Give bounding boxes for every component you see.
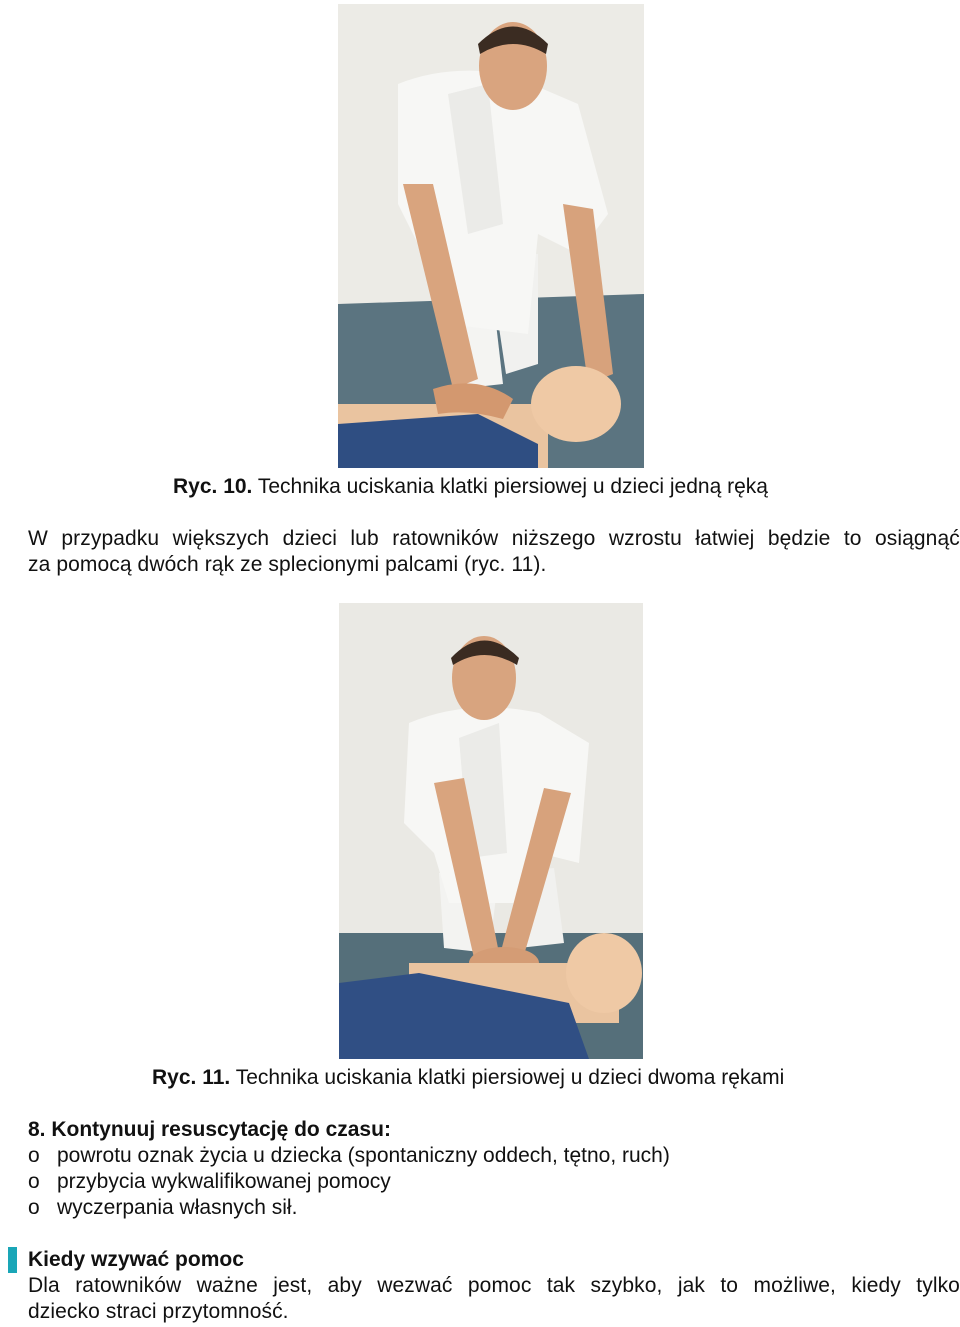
paragraph-word: większych xyxy=(172,527,270,550)
paragraph-word: W xyxy=(28,527,48,550)
section-word: to xyxy=(720,1274,739,1297)
section-word: tak xyxy=(546,1274,576,1297)
list-item-text: powrotu oznak życia u dziecka (spontaniczny oddech, tętno, ruch) xyxy=(57,1144,670,1167)
list-item-text: przybycia wykwalifikowanej pomocy xyxy=(57,1170,391,1193)
section-word: ratowników xyxy=(75,1274,182,1297)
figure-11-caption xyxy=(152,1065,784,1091)
bullet-mark: o xyxy=(28,1196,40,1219)
section-word: ważne xyxy=(196,1274,258,1297)
figure-10-caption xyxy=(173,474,768,500)
paragraph-word: łatwiej xyxy=(695,527,755,550)
section-word: możliwe, xyxy=(753,1274,836,1297)
bullet-mark: o xyxy=(28,1170,40,1193)
section-heading: Kiedy wzywać pomoc xyxy=(28,1248,244,1271)
figure-10-photo xyxy=(338,4,644,468)
paragraph-word: dzieci xyxy=(282,527,337,550)
bullet-mark: o xyxy=(28,1144,40,1167)
paragraph-word: lub xyxy=(350,527,379,550)
section-word: tylko xyxy=(916,1274,960,1297)
paragraph-line-2: za pomocą dwóch rąk ze splecionymi palcami (ryc. 11). xyxy=(28,553,547,576)
paragraph-word: przypadku xyxy=(61,527,160,550)
section-word: kiedy xyxy=(851,1274,901,1297)
figure-11-photo xyxy=(339,603,643,1059)
paragraph-word: to xyxy=(843,527,862,550)
list-item-text: wyczerpania własnych sił. xyxy=(57,1196,298,1219)
section-word: Dla xyxy=(28,1274,60,1297)
paragraph-word: będzie xyxy=(767,527,831,550)
paragraph-word: ratowników xyxy=(392,527,499,550)
section-line-2: dziecko straci przytomność. xyxy=(28,1300,289,1323)
section-word: jak xyxy=(677,1274,705,1297)
figure-10-label: Ryc. 10. xyxy=(173,475,253,498)
section-accent-bar xyxy=(8,1247,17,1273)
figure-11-label: Ryc. 11. xyxy=(152,1066,231,1089)
paragraph-line-1 xyxy=(28,526,960,552)
section-word: aby xyxy=(327,1274,362,1297)
section-word: wezwać xyxy=(377,1274,453,1297)
paragraph-word: osiągnąć xyxy=(874,527,960,550)
figure-11-text: Technika uciskania klatki piersiowej u dzieci dwoma rękami xyxy=(235,1066,785,1089)
step-8-heading: 8. Kontynuuj resuscytację do czasu: xyxy=(28,1118,391,1141)
paragraph-word: wzrostu xyxy=(608,527,682,550)
figure-10-text: Technika uciskania klatki piersiowej u dzieci jedną ręką xyxy=(257,475,768,498)
section-line-1 xyxy=(28,1273,960,1299)
section-word: szybko, xyxy=(590,1274,663,1297)
section-paragraph xyxy=(28,1273,960,1325)
paragraph-word: niższego xyxy=(511,527,596,550)
paragraph-two-hands xyxy=(28,526,960,578)
section-word: pomoc xyxy=(467,1274,532,1297)
section-word: jest, xyxy=(273,1274,313,1297)
